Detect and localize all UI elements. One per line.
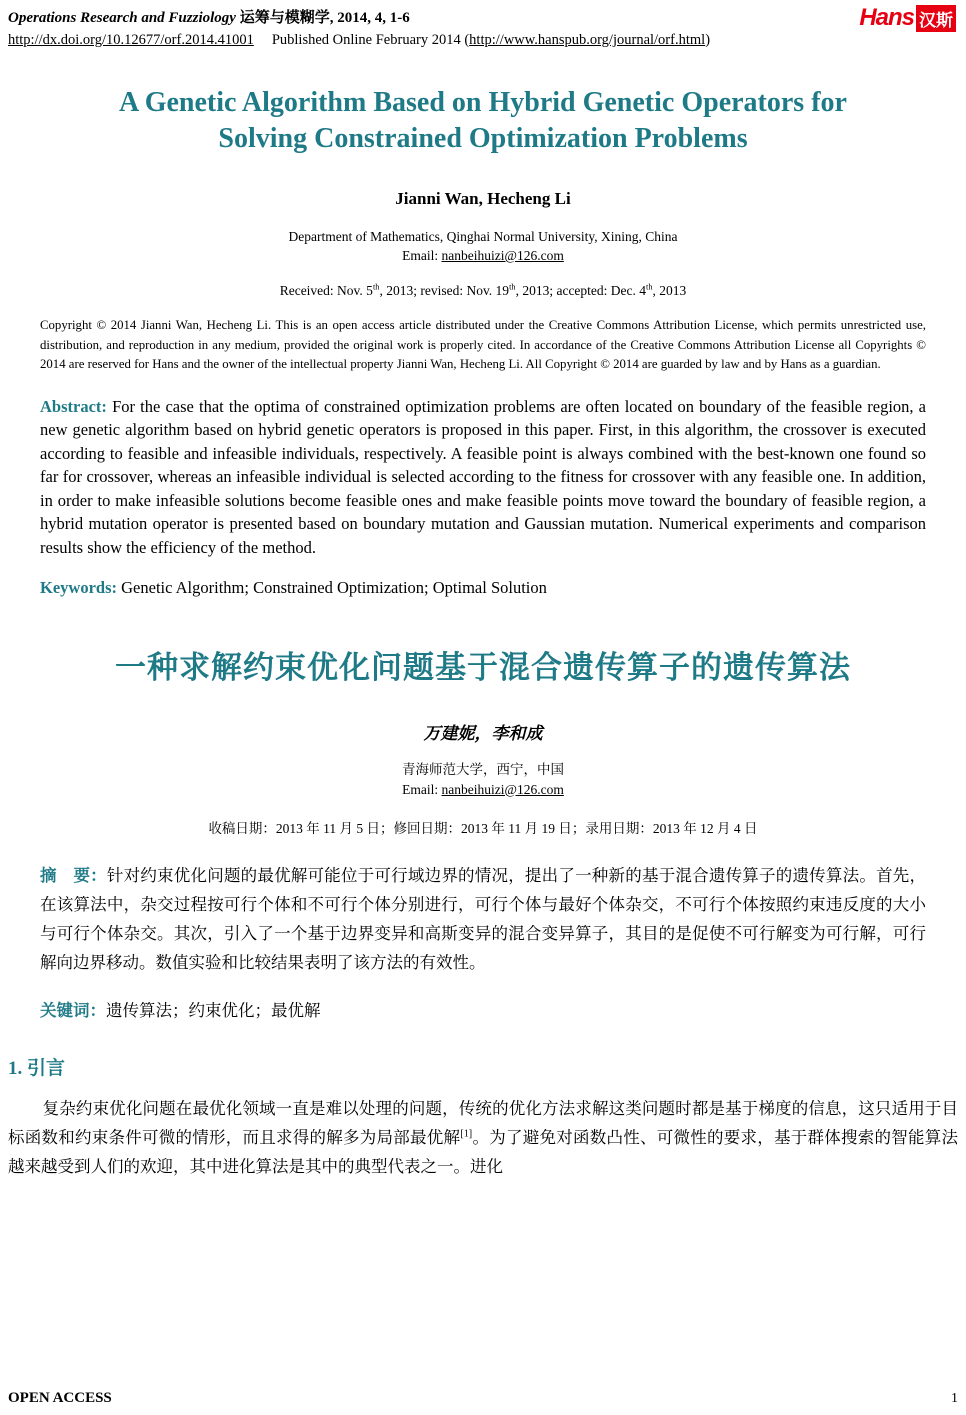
abstract-en (40, 395, 926, 560)
page-footer (8, 1390, 958, 1407)
dates-cn: 收稿日期：2013 年 11 月 5 日；修回日期：2013 年 11 月 19 日；录用日期：2013 年 12 月 4 日 (208, 820, 758, 836)
keywords-label-en: Keywords: (40, 578, 117, 597)
ordinal-sup: th (646, 282, 653, 292)
citation-ref-1: [1] (460, 1128, 473, 1139)
doi-line (8, 32, 958, 49)
keywords-en (40, 576, 926, 600)
received-line (8, 283, 958, 299)
keywords-text-cn: 遗传算法；约束优化；最优解 (106, 1000, 321, 1020)
received-part: , 2013; accepted: Dec. 4 (515, 283, 647, 298)
published-text: Published Online February 2014 ( (271, 32, 470, 48)
abstract-label-cn: 摘 要： (40, 865, 107, 885)
keywords-label-cn: 关键词： (40, 1000, 106, 1020)
journal-title-en: Operations Research and Fuzziology (8, 10, 236, 26)
received-part: Received: Nov. 5 (279, 283, 373, 298)
received-part: , 2013 (652, 283, 687, 298)
abstract-text-en: For the case that the optima of constrained optimization problems are often located on boundary of the feasible region, a new genetic algorithm based on hybrid genetic operators is proposed in this paper. First, in this algorithm, the crossover is executed according to feasible and infeasible individuals, respectively. A feasible point is always combined with the best-known one found so far for crossover, whereas an infeasible individual is selected according to the fitness for crossover with any feasible one. In addition, in order to make infeasible solutions become feasible ones and make feasible points move toward the boundary of feasible region, a hybrid mutation operator is presented based on boundary mutation and Gaussian mutation. Numerical experiments and comparison results show the efficiency of the method. (40, 396, 926, 557)
email-link-cn[interactable]: nanbeihuizi@126.com (441, 781, 564, 797)
affiliation-block-cn (8, 760, 958, 800)
affiliation-block-en (8, 227, 958, 265)
ordinal-sup: th (509, 282, 516, 292)
abstract-text-cn: 针对约束优化问题的最优解可能位于可行域边界的情况，提出了一种新的基于混合遗传算子的遗传算法。首先，在该算法中，杂交过程按可行个体和不可行个体分别进行，可行个体与最好个体杂交，不可行个体按照约束违反度的大小与可行个体杂交。其次，引入了一个基于边界变异和高斯变异的混合变异算子，其目的是促使不可行解变为可行解，可行解向边界移动。数值实验和比较结果表明了该方法的有效性。 (40, 865, 927, 972)
body-paragraph (8, 1094, 958, 1181)
body-text-part: 复杂约束优化问题在最优化领域一直是难以处理的问题，传统的优化方法求解这类问题时都是基于梯度的信息，这只适用于目标函数和约束条件可微的情形，而且求得的解多为局部最优解 (8, 1098, 958, 1147)
email-line-en (8, 246, 958, 265)
hans-logo-cn-badge: 汉斯 (916, 5, 956, 32)
hans-logo (859, 4, 956, 32)
keywords-text-en: Genetic Algorithm; Constrained Optimization; Optimal Solution (121, 578, 547, 597)
received-part: , 2013; revised: Nov. 19 (379, 283, 510, 298)
email-link-en[interactable]: nanbeihuizi@126.com (441, 248, 564, 263)
page-number: 1 (951, 1391, 958, 1406)
keywords-cn (40, 997, 926, 1021)
journal-title-cn: 运筹与模糊学, 2014, 4, 1-6 (239, 10, 410, 26)
authors-en: Jianni Wan, Hecheng Li (395, 189, 571, 208)
affiliation-cn: 青海师范大学，西宁，中国 (402, 761, 564, 777)
published-text-suffix: ) (705, 32, 711, 48)
journal-header (8, 6, 958, 49)
doi-link[interactable]: http://dx.doi.org/10.12677/orf.2014.41001 (8, 32, 254, 48)
article-title-en: A Genetic Algorithm Based on Hybrid Genetic Operators for Solving Constrained Optimization Problems (119, 87, 847, 154)
email-line-cn (8, 780, 958, 800)
affiliation-en: Department of Mathematics, Qinghai Normal University, Xining, China (288, 229, 678, 244)
article-title-cn: 一种求解约束优化问题基于混合遗传算子的遗传算法 (115, 649, 851, 685)
section-heading-introduction: 1. 引言 (8, 1057, 66, 1079)
journal-url-link[interactable]: http://www.hanspub.org/journal/orf.html (469, 32, 706, 48)
open-access-label: OPEN ACCESS (8, 1390, 112, 1406)
body-text-part: 。为了避免对函数凸性、可微性的要求，基于群体搜索的智能算法越来越受到人们的欢迎，其中进化算法是其中的典型代表之一。进化 (8, 1127, 959, 1176)
authors-cn: 万建妮，李和成 (423, 723, 543, 743)
abstract-cn (40, 861, 926, 977)
email-label-cn: Email: (402, 781, 442, 797)
ordinal-sup: th (372, 282, 380, 292)
abstract-label-en: Abstract: (40, 396, 107, 416)
copyright-notice: Copyright © 2014 Jianni Wan, Hecheng Li. This is an open access article distributed under the Creative Commons Attribution License, which permits unrestricted use, distribution, and reproduction in any medium, provided the original work is properly cited. In accordance of the Creative Commons Attribution License all Copyrights © 2014 are reserved for Hans and the owner of the intellectual property Jianni Wan, Hecheng Li. All Copyright © 2014 are guarded by law and by Hans as a guardian. (40, 318, 926, 371)
email-label-en: Email: (402, 248, 442, 263)
journal-title-line (8, 6, 958, 27)
hans-logo-wordmark: Hans (859, 4, 914, 31)
